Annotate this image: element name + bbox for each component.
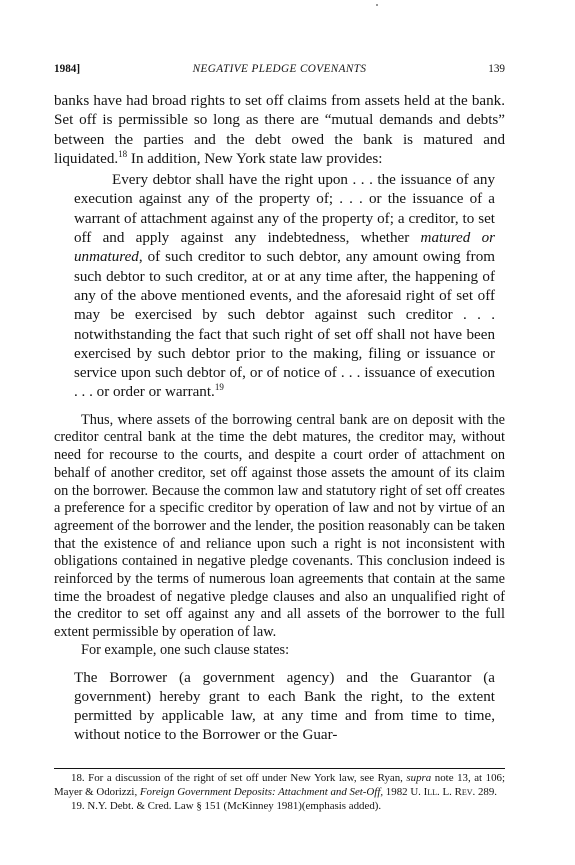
footnote-19: 19. N.Y. Debt. & Cred. Law § 151 (McKinney 1981)(emphasis added). bbox=[71, 800, 382, 813]
footnote-18 bbox=[54, 771, 505, 799]
block-quote-1-text bbox=[74, 171, 495, 403]
block-quote-1-emphasis: matured or unmatured bbox=[74, 230, 495, 266]
footnote-18-journal: U. Ill. L. Rev. bbox=[410, 786, 476, 799]
scan-speck bbox=[376, 4, 378, 6]
footnote-18-text-d: 289. bbox=[475, 786, 497, 799]
header-year: 1984] bbox=[54, 63, 81, 75]
footnote-18-text-b: note 13, at 106; Mayer & Odorizzi, bbox=[54, 772, 505, 799]
footnote-18-text-c: 1982 bbox=[383, 786, 411, 799]
paragraph-2: Thus, where assets of the borrowing central bank are on deposit with the creditor central bank at the time the debt matures, the creditor may, without need for recourse to the courts, and despite a court order of attachment on behalf of another creditor, set off against those assets the amount of its claim on the borrower. Because the common law and statutory right of set off creates a preference for a specific creditor by operation of law and not by virtue of an agreement of the borrower and the lender, the position reasonably can be taken that the existence of and reliance upon such a right is not inconsistent with obligations contained in negative pledge covenants. This conclusion indeed is reinforced by the terms of numerous loan agreements that contain at the same time the broadest of negative pledge clauses and also an unqualified right of the creditor to set off against any and all assets of the borrower to the full extent permissible by operation of law. bbox=[54, 411, 505, 641]
body-text bbox=[54, 92, 505, 746]
footnote-divider bbox=[54, 768, 505, 769]
footnote-18-text-a: 18. For a discussion of the right of set off under New York law, see Ryan, bbox=[71, 772, 407, 784]
block-quote-2-text: The Borrower (a government agency) and the Guarantor (a government) hereby grant to each Bank the right, to the extent permitted by applicable law, at any time and from time to time, without notice to the Borrower or the Guar- bbox=[74, 669, 495, 744]
header-title: NEGATIVE PLEDGE COVENANTS bbox=[192, 63, 367, 75]
paragraph-3: For example, one such clause states: bbox=[81, 641, 290, 658]
footnote-ref-18[interactable]: 18 bbox=[118, 148, 128, 159]
block-quote-1-text-a: Every debtor shall have the right upon . . . the issuance of any execution against any of the property of; . . . or the issuance of a warrant of attachment against any of the property of; a creditor, to set off and apply against any indebtedness, whether bbox=[74, 172, 495, 247]
footnote-ref-19[interactable]: 19 bbox=[214, 382, 224, 393]
block-quote-1-text-b: , of such creditor to such debtor, any amount owing from such debtor to such creditor, at or at any time after, the happening of any of the above mentioned events, and the aforesaid right of set off may be exercised by such debtor against such creditor . . . notwithstanding the fact that such right of set off shall not have been exercised by such debtor prior to the making, filing or issuance or service upon such debtor of, or of notice of . . . issuance of execution . . . or order or warrant. bbox=[74, 249, 495, 401]
block-quote-2 bbox=[74, 669, 495, 746]
page-number: 139 bbox=[488, 63, 505, 75]
footnote-18-article-title: Foreign Government Deposits: Attachment and Set-Off, bbox=[139, 786, 384, 799]
running-header bbox=[54, 63, 505, 79]
footnotes bbox=[54, 771, 505, 814]
paragraph-1-text-b: In addition, New York state law provides: bbox=[127, 150, 383, 167]
footnote-18-supra: supra bbox=[406, 772, 432, 784]
paragraph-1 bbox=[54, 92, 505, 169]
block-quote-1 bbox=[74, 171, 495, 403]
paragraph-1-text-a: banks have had broad rights to set off claims from assets held at the bank. Set off is permissible so long as there are “mutual demands and debts” between the parties and the debt owed the bank is matured and liquidated. bbox=[54, 93, 505, 167]
